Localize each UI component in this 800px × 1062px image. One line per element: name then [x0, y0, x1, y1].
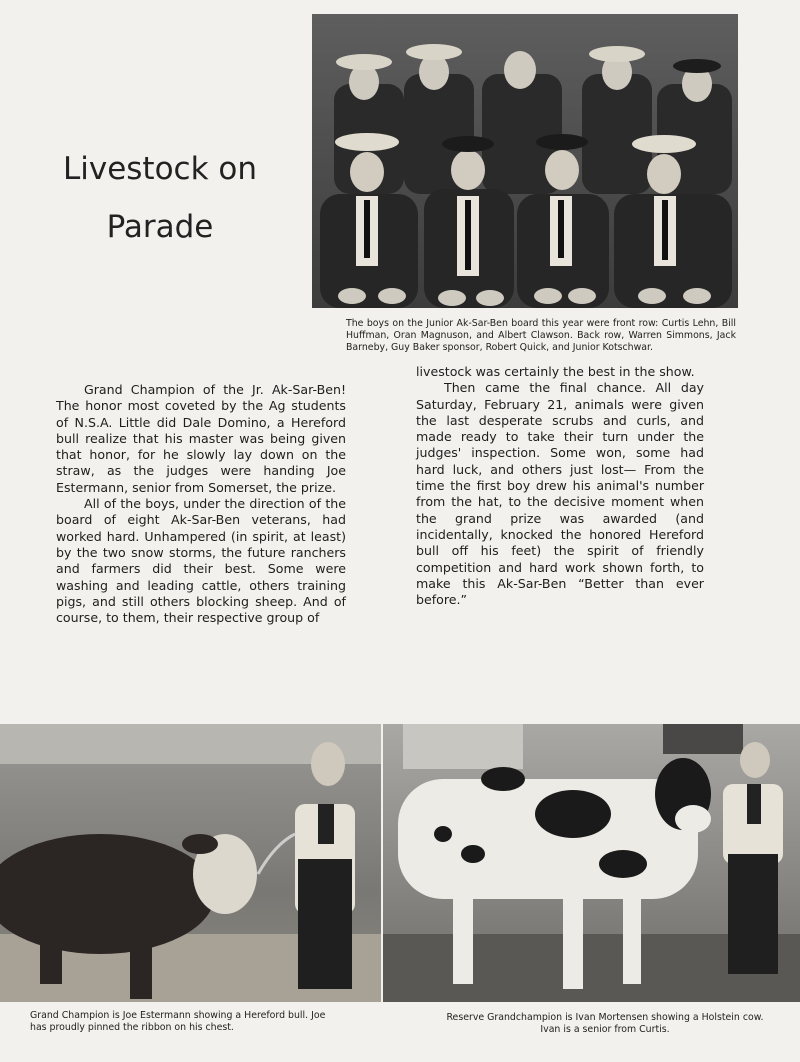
article-paragraph-2: All of the boys, under the direction of the board of eight Ak-Sar-Ben veterans, had worked hard. Unhampered (in spirit, at least) by the two snow storms, the future ranchers and farmers did their best. Some were washing and leading cattle, others training pigs, and still others blocking sheep. And of course, to them, their respective group of: [56, 496, 346, 626]
article-column-left: [56, 382, 346, 626]
article-paragraph-3: Then came the final chance. All day Saturday, February 21, animals were given the last desperate scrubs and curls, and made ready to take their turn under the judges' inspection. Some won, some had hard luck, and others just lost— From the time the first boy drew his animal's number from the hat, to the decisive moment when the grand prize was awarded (and incidentally, knocked the honored Hereford bull off his feet) the spirit of friendly competition and hard work shown forth, to make this Ak-Sar-Ben “Better than ever before.”: [416, 380, 704, 608]
holstein-cow-photo: [383, 724, 800, 1002]
holstein-photo-caption: Reserve Grandchampion is Ivan Mortensen showing a Holstein cow. Ivan is a senior from Curtis.: [446, 1012, 764, 1035]
article-column-right: [416, 364, 704, 608]
hereford-photo-caption: Grand Champion is Joe Estermann showing a Hereford bull. Joe has proudly pinned the ribbon on his chest.: [30, 1010, 326, 1033]
title-line-2: Parade: [106, 209, 214, 245]
article-paragraph-1: Grand Champion of the Jr. Ak-Sar-Ben! The honor most coveted by the Ag students of N.S.A. Little did Dale Domino, a Hereford bull realize that his master was being given that honor, for he slowly lay down on the straw, as the judges were handing Joe Estermann, senior from Somerset, the prize.: [56, 382, 346, 495]
board-group-photo: [312, 14, 738, 308]
page-title: [40, 140, 280, 256]
article-paragraph-2-continued: livestock was certainly the best in the show.: [416, 364, 695, 379]
title-line-1: Livestock on: [62, 151, 258, 187]
hereford-bull-photo: [0, 724, 381, 1002]
board-photo-caption: The boys on the Junior Ak-Sar-Ben board this year were front row: Curtis Lehn, Bill Huffman, Oran Magnuson, and Albert Clawson. Back row, Warren Simmons, Jack Barneby, Guy Baker sponsor, Robert Quick, and Junior Kotschwar.: [346, 318, 736, 353]
